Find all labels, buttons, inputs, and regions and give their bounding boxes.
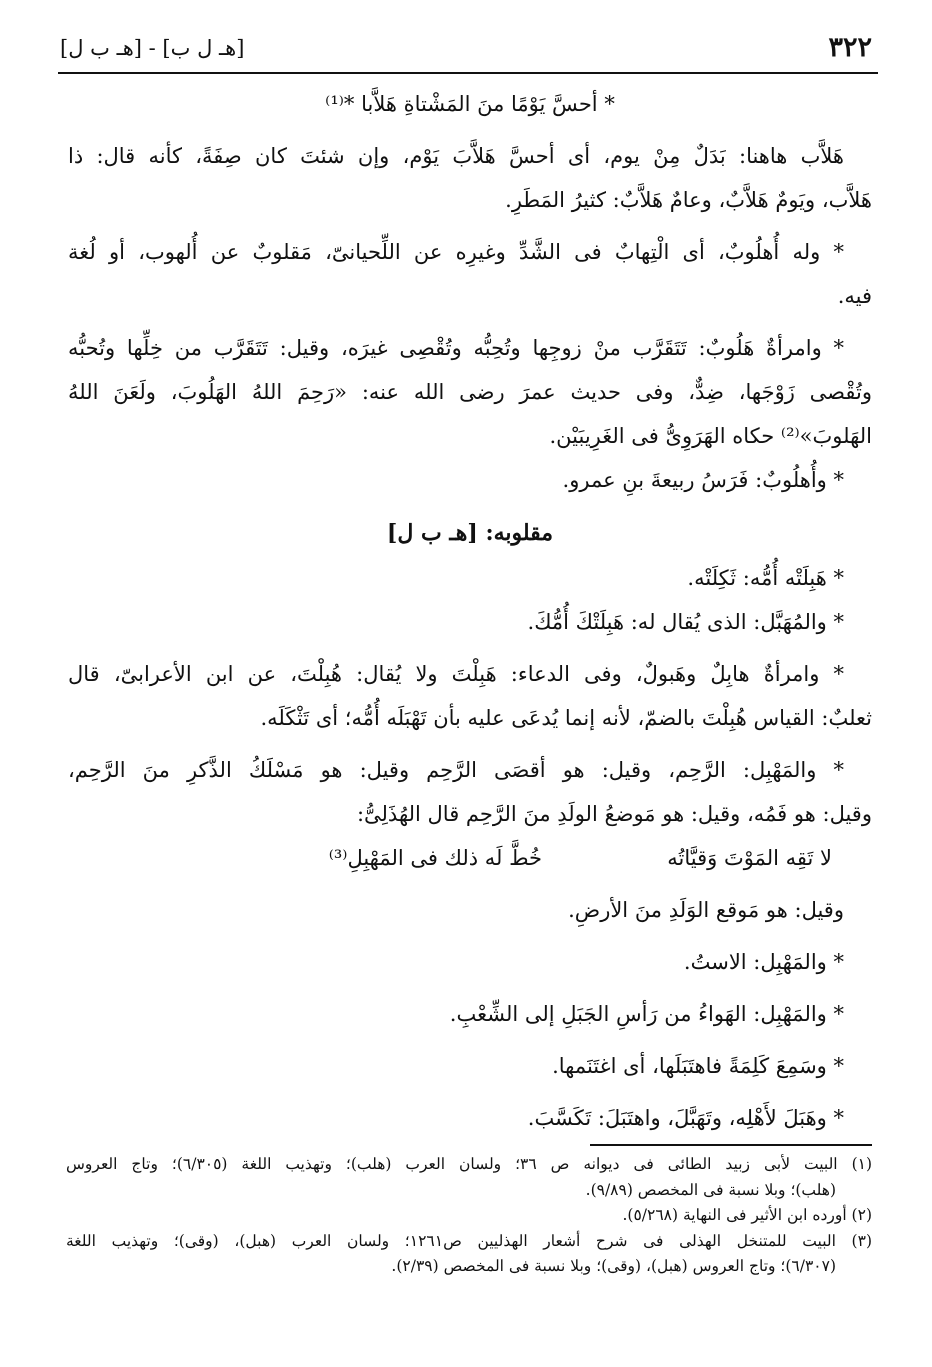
text-line: الهَلوبَ»⁽²⁾ حكاه الهَرَوِىُّ فى الغَرِيبَيْن. [549,424,872,448]
running-head [60,32,872,72]
text-line: * هَبِلَتْه أُمُّه: ثَكِلَتْه. [687,566,844,590]
text-line: * وأُهلُوبٌ: فَرَسُ ربيعةَ بنِ عمرو. [562,468,844,492]
footnote-line: (٦/٣٠٧)؛ وتاج العروس (هبل)، (وقى)؛ وبلا نسبة فى المخصص (٢/٣٩). [391,1257,836,1275]
text-line: * والمَهْبِل: الرَّحِم، وقيل: هو أقصَى الرَّحِم وقيل: هو مَسْلَكُ الذَّكرِ منَ الرَّحِم، [68,758,844,782]
footnote-line: (٣) البيت للمتنخل الهذلى فى شرح أشعار الهذليين ص١٢٦١؛ ولسان العرب (هبل)، (وقى)؛ وتهذيب اللغة [66,1231,872,1250]
text-line: ثعلبٌ: القياس هُبِلْتَ بالضمّ، لأنه إنما يُدعَى عليه بأن تَهْبَلَه أُمُّه؛ أى تَثْكَلَه. [260,706,872,730]
text-line: هَلاَّب هاهنا: بَدَلٌ مِنْ يوم، أى أحسَّ هَلاَّبَ يَوْم، وإن شئتَ كان صِفَةً، كأنه قال: ذا [68,144,844,168]
text-line: * والمَهْبِل: الاستُ. [683,950,844,974]
poem-verse [68,836,872,880]
text-line: * وهَبَلَ لأَهْلِه، وتَهَبَّلَ، واهتَبَلَ: تَكَسَّبَ. [527,1106,844,1130]
footnote-line: (٢) أورده ابن الأثير فى النهاية (٥/٢٦٨). [622,1206,872,1224]
verse-quote: * أحسَّ يَوْمًا منَ المَشْتاةِ هَلاَّبا *⁽¹⁾ [325,92,615,116]
footnote-rule [590,1144,872,1146]
text-line: وقيل: هو مَوقع الوَلَدِ منَ الأرضِ. [568,898,844,922]
verse-hemistich-first: لا تَقِه المَوْتَ وَقيَّاتُه [667,846,832,870]
text-line: * وامرأةٌ هَلُوبٌ: تَتَقَرَّب منْ زوجِها وتُحِبُّه وتُقْصِى غيرَه، وقيل: تَتَقَرَّب من خِلِّها وتُحبُّه [68,336,844,360]
text-line: * والمَهْبِل: الهَواءُ من رَأسِ الجَبَلِ إلى الشِّعْبِ. [449,1002,844,1026]
footnotes [66,1152,872,1280]
text-line: * وله أُهلُوبٌ، أى الْتِهابٌ فى الشَّدِّ وغيرِه عن اللِّحيانىّ، مَقلوبٌ عن أُلهوب، أو لُغة [68,240,844,264]
footnote-line: (١) البيت لأبى زبيد الطائى فى ديوانه ص ٣٦؛ ولسان العرب (هلب)؛ وتهذيب اللغة (٦/٣٠٥)؛ وتاج العروس [66,1155,872,1173]
footnote-line: (هلب)؛ وبلا نسبة فى المخصص (٩/٨٩). [585,1180,836,1199]
text-line: وتُقْصى زَوْجَها، ضِدٌّ، وفى حديث عمرَ رضى الله عنه: «رَحِمَ اللهُ الهَلُوبَ، ولَعَنَ اللهُ [68,380,872,404]
text-line: * وامرأةٌ هابِلٌ وهَبولٌ، وفى الدعاء: هَبِلْتَ ولا يُقال: هُبِلْتَ، عن ابن الأعرابىّ، قال [68,662,844,686]
text-line: * والمُهَبَّل: الذى يُقال له: هَبِلَتْكَ أُمُّكَ. [527,610,844,634]
text-line: هَلاَّب، ويَومٌ هَلاَّبٌ، وعامٌ هَلاَّبٌ: كثيرُ المَطَرِ. [505,188,872,212]
text-line: وقيل: هو فَمُه، وقيل: هو مَوضعُ الولَدِ منَ الرَّحِم قال الهُذَلِىُّ: [356,802,872,826]
text-line: * وسَمِعَ كَلِمَةً فاهتَبَلَها، أى اغتَنَمها. [552,1054,844,1078]
header-rule [58,72,878,74]
entry-body [68,82,872,1140]
section-heading: مقلوبه: [هـ ب ل] [386,520,554,546]
running-title: [هـ ل ب] - [هـ ب ل] [60,36,245,60]
text-line: فيه. [837,284,872,308]
verse-hemistich-second: خُطَّ لَه ذلك فى المَهْبِلِ⁽³⁾ [328,846,542,870]
page-number: ٣٢٢ [828,32,872,63]
